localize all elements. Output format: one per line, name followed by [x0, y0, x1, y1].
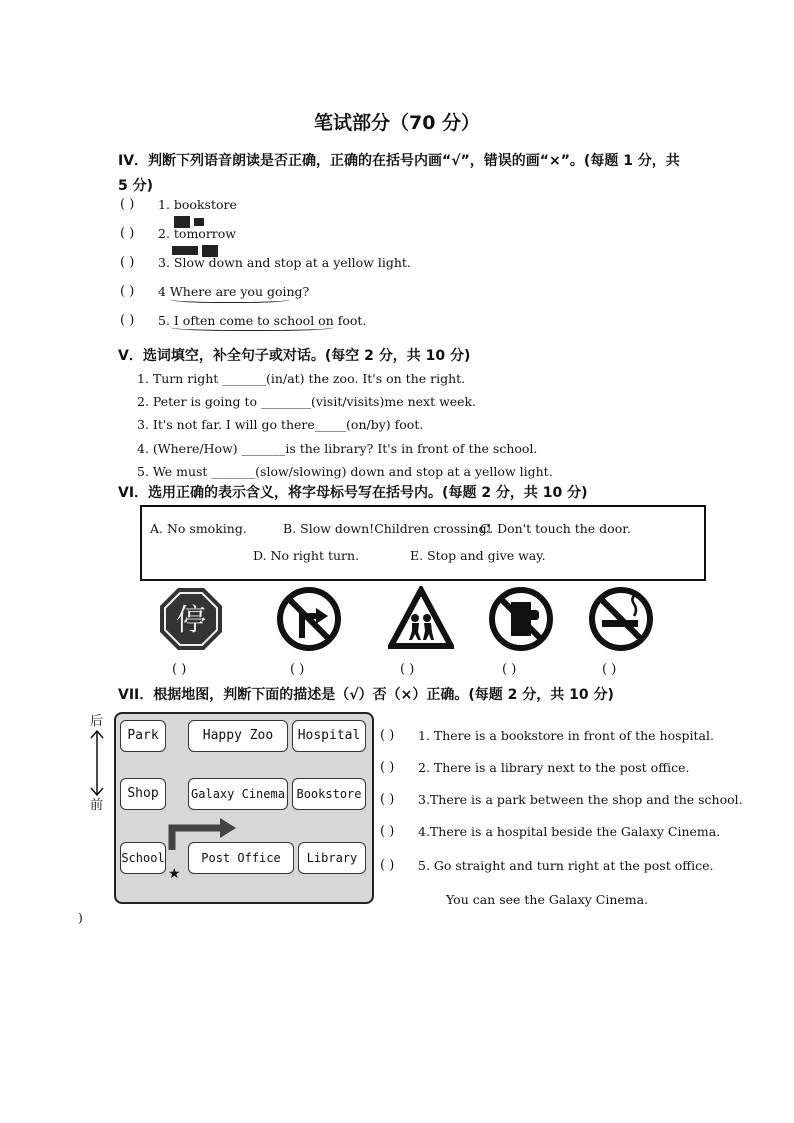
- answer-paren[interactable]: ( ): [380, 824, 395, 839]
- map-school: School: [120, 842, 166, 874]
- answer-paren[interactable]: ( ): [380, 760, 395, 775]
- map-happy-zoo: Happy Zoo: [188, 720, 288, 752]
- answer-paren[interactable]: ( ): [380, 858, 395, 873]
- list-item: 2. tomorrow: [158, 226, 237, 241]
- answer-paren[interactable]: ( ): [380, 728, 395, 743]
- answer-paren[interactable]: ( ): [120, 284, 135, 299]
- answer-paren[interactable]: ( ): [290, 662, 305, 677]
- option-b: B. Slow down!Children crossing!: [283, 521, 492, 536]
- list-item: 2. Peter is going to ________(visit/visits)me next week.: [137, 394, 477, 409]
- option-e: E. Stop and give way.: [410, 548, 546, 563]
- section-5-heading: V．选词填空，补全句子或对话。(每空 2 分，共 10 分): [118, 348, 471, 364]
- section-6-heading: VI．选用正确的表示含义，将字母标号写在括号内。(每题 2 分，共 10 分): [118, 485, 588, 501]
- answer-paren[interactable]: ( ): [120, 226, 135, 241]
- list-item: 1. There is a bookstore in front of the hospital.: [418, 728, 714, 743]
- town-map: [114, 712, 374, 904]
- page-title: 笔试部分（70 分）: [313, 112, 481, 134]
- answer-paren[interactable]: ( ): [602, 662, 617, 677]
- map-post-office: Post Office: [188, 842, 294, 874]
- answer-paren[interactable]: ( ): [380, 792, 395, 807]
- option-d: D. No right turn.: [253, 548, 360, 563]
- answer-paren[interactable]: ( ): [120, 197, 135, 212]
- stop-sign-glyph: 停: [176, 603, 206, 638]
- direction-front-label: 前: [90, 798, 104, 813]
- answer-paren[interactable]: ( ): [400, 662, 415, 677]
- list-item: 4. (Where/How) _______is the library? It's in front of the school.: [137, 441, 538, 456]
- answer-paren[interactable]: ( ): [120, 313, 135, 328]
- answer-paren[interactable]: ( ): [502, 662, 517, 677]
- list-item: 5. I often come to school on foot.: [158, 313, 367, 328]
- section-7-heading: VII．根据地图，判断下面的描述是（√）否（×）正确。(每题 2 分，共 10 分): [118, 687, 614, 703]
- list-item: 1. Turn right _______(in/at) the zoo. It's on the right.: [137, 371, 466, 386]
- section-4-heading: IV．判断下列语音朗读是否正确，正确的在括号内画“√”，错误的画“×”。(每题 1 分，共: [118, 153, 680, 169]
- map-library: Library: [298, 842, 366, 874]
- no-smoking-icon: [588, 586, 654, 652]
- list-item: 4.There is a hospital beside the Galaxy Cinema.: [418, 824, 721, 839]
- map-shop: Shop: [120, 778, 166, 810]
- list-item: 5. We must _______(slow/slowing) down and stop at a yellow light.: [137, 464, 553, 479]
- map-galaxy-cinema: Galaxy Cinema: [188, 778, 288, 810]
- handwritten-underline: [170, 322, 334, 331]
- list-item: 3. It's not far. I will go there_____(on/by) foot.: [137, 417, 424, 432]
- direction-arrow-icon: [86, 728, 108, 798]
- no-right-turn-icon: [276, 586, 342, 652]
- list-item: 3.There is a park between the shop and the school.: [418, 792, 743, 807]
- option-a: A. No smoking.: [150, 521, 247, 536]
- list-item: 4 Where are you going?: [158, 284, 310, 299]
- list-item: 1. bookstore: [158, 197, 237, 212]
- list-item-continuation: You can see the Galaxy Cinema.: [446, 892, 649, 907]
- answer-paren[interactable]: ( ): [172, 662, 187, 677]
- direction-back-label: 后: [90, 714, 104, 729]
- map-bookstore: Bookstore: [292, 778, 366, 810]
- map-park: Park: [120, 720, 166, 752]
- stop-sign-icon: [158, 586, 224, 652]
- stray-mark: ): [78, 910, 83, 925]
- map-hospital: Hospital: [292, 720, 366, 752]
- children-crossing-icon: [388, 586, 454, 652]
- option-c: C. Don't touch the door.: [480, 521, 631, 536]
- start-star-icon: ★: [168, 866, 181, 882]
- options-box: [140, 505, 706, 581]
- answer-paren[interactable]: ( ): [120, 255, 135, 270]
- section-4-heading-cont: 5 分): [118, 178, 154, 194]
- list-item: 3. Slow down and stop at a yellow light.: [158, 255, 411, 270]
- do-not-touch-door-icon: [488, 586, 554, 652]
- handwritten-underline: [170, 294, 290, 303]
- list-item: 2. There is a library next to the post office.: [418, 760, 690, 775]
- list-item: 5. Go straight and turn right at the post office.: [418, 858, 714, 873]
